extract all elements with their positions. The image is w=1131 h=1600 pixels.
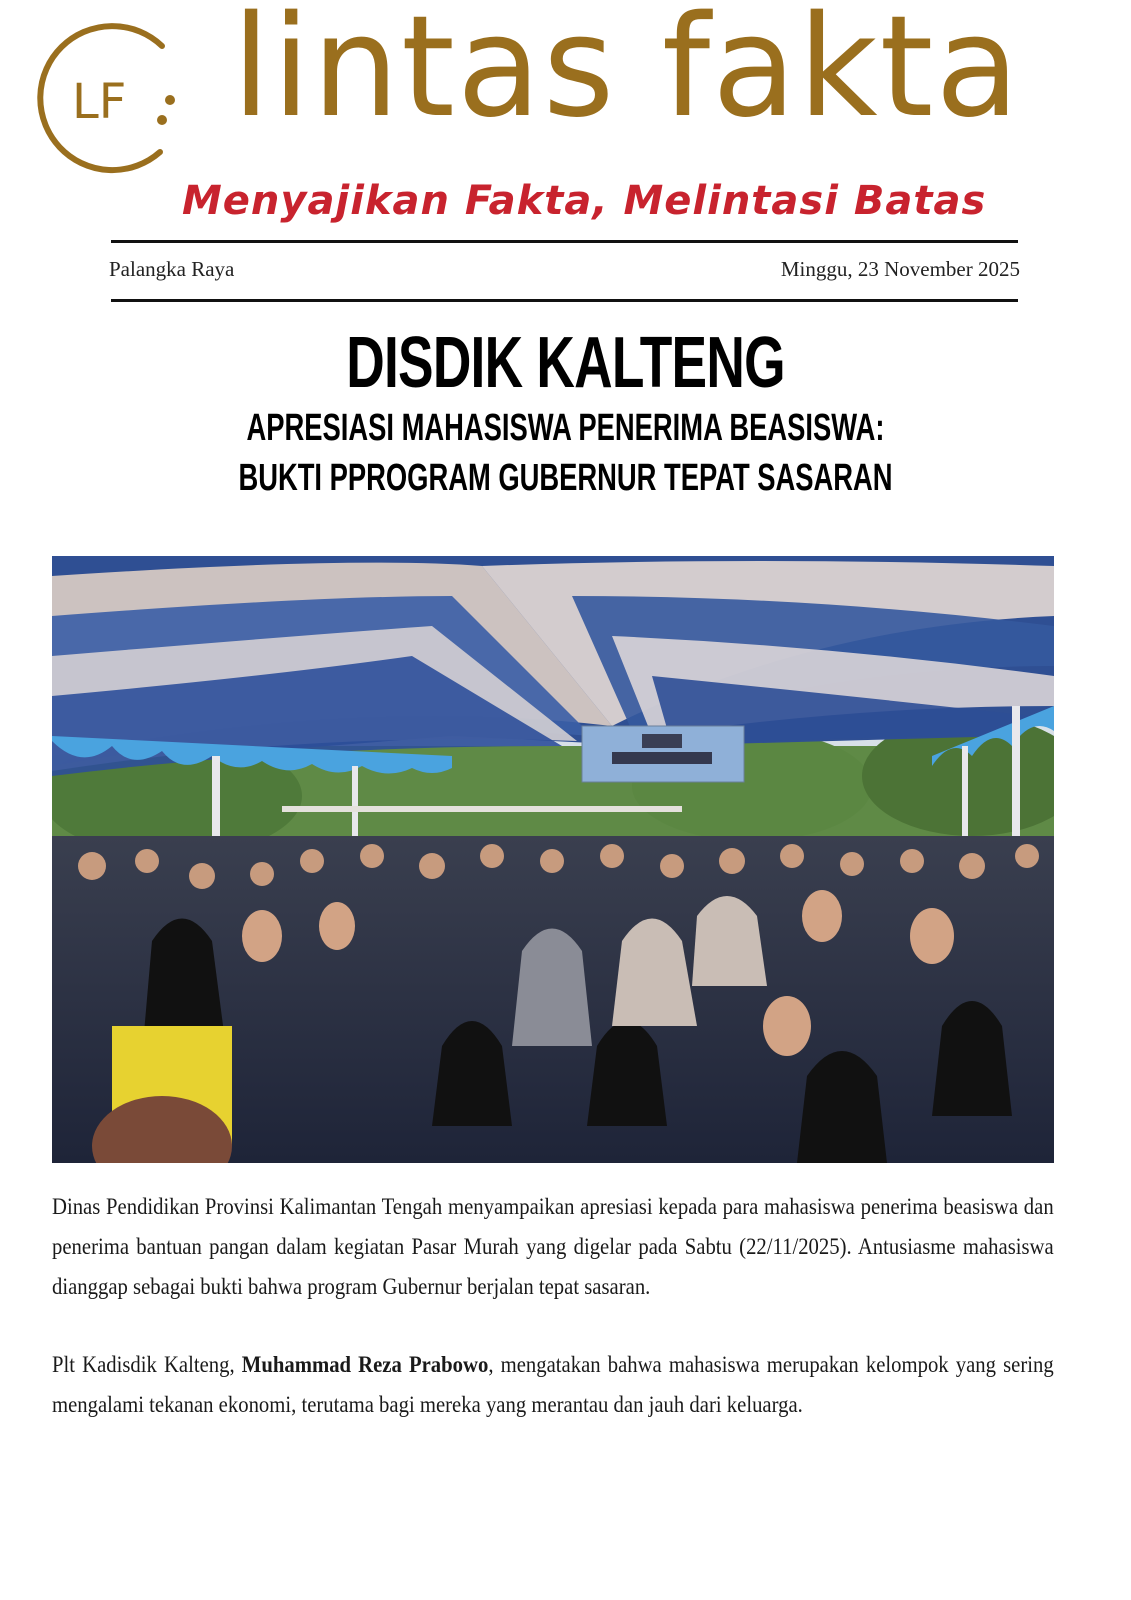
divider-bottom (111, 299, 1018, 302)
dateline (109, 257, 1020, 282)
headline (0, 323, 1131, 503)
lintas-fakta-logo-icon (34, 16, 194, 176)
dateline-date: Minggu, 23 November 2025 (780, 257, 1020, 281)
logo-initials: LF (72, 74, 127, 130)
paragraph-2-prefix: Plt Kadisdik Kalteng, (52, 1352, 242, 1377)
masthead (0, 0, 1131, 235)
paragraph-2-suffix: , mengatakan bahwa mahasiswa merupakan kelompok yang sering mengalami tekanan ekonomi, terutama bagi mereka yang merantau dan jauh dari keluarga. (52, 1352, 1054, 1417)
tagline: Menyajikan Fakta, Melintasi Batas (182, 178, 987, 224)
headline-main: DISDIK KALTENG (346, 323, 785, 403)
official-name: Muhammad Reza Prabowo (241, 1352, 489, 1377)
article-paragraph-2 (52, 1345, 1054, 1425)
article-paragraph-1: Dinas Pendidikan Provinsi Kalimantan Tengah menyampaikan apresiasi kepada para mahasiswa penerima beasiswa dan penerima bantuan pangan dalam kegiatan Pasar Murah yang digelar pada Sabtu (22/11/2025). Antusiasme mahasiswa dianggap sebagai bukti bahwa program Gubernur berjalan tepat sasaran. (52, 1194, 1054, 1299)
headline-sub-line-2: BUKTI PPROGRAM GUBERNUR TEPAT SASARAN (238, 457, 893, 499)
headline-sub-line-1: APRESIASI MAHASISWA PENERIMA BEASISWA: (246, 407, 885, 449)
article-body (52, 1187, 1054, 1463)
dateline-location: Palangka Raya (109, 257, 235, 281)
brand-name: lintas fakta (232, 0, 1022, 149)
divider-top (111, 240, 1018, 243)
article-photo (52, 556, 1054, 1163)
